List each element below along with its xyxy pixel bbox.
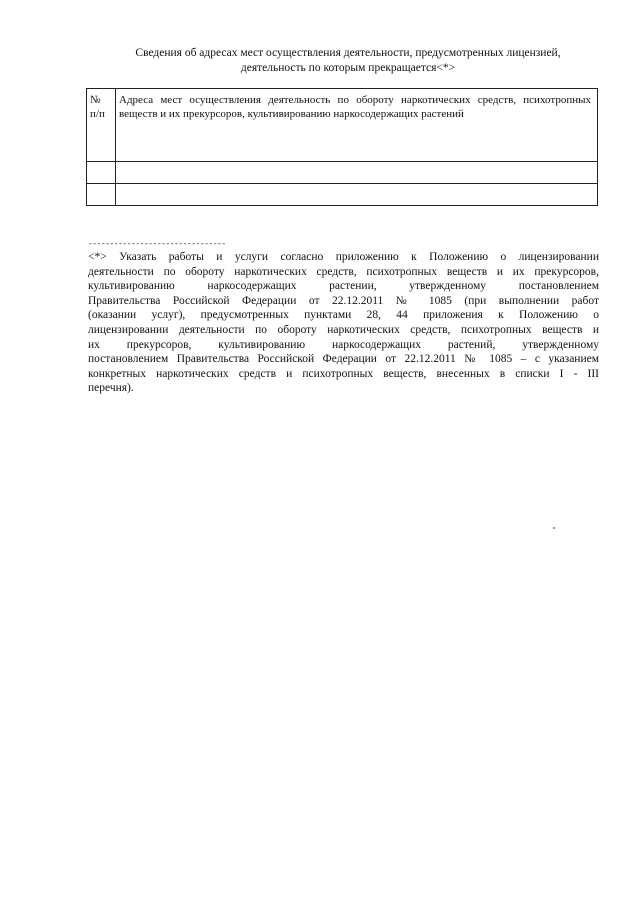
document-heading [88, 46, 608, 76]
footnote-line: Правительства Российской Федерации от 22.12.2011 № 1085 (при выполнении работ [88, 294, 599, 307]
footnote-line: конкретных наркотических средств и психотропных веществ, внесенных в списки I - III [88, 367, 599, 380]
table-cell-number [87, 184, 116, 206]
table-cell-number [87, 162, 116, 184]
heading-line-2: деятельность по которым прекращается<*> [240, 62, 456, 74]
table-row [87, 162, 598, 184]
footnote-line: <*> Указать работы и услуги согласно приложению к Положению о лицензировании [88, 251, 599, 263]
footnote-separator: -------------------------------- [88, 240, 226, 249]
addresses-table [86, 88, 598, 206]
footnote-line: (оказании услуг), предусмотренных пунктами 28, 44 приложения к Положению о [88, 309, 599, 322]
footnote-line: деятельности по обороту наркотических средств, психотропных веществ и их прекурсоров, [88, 265, 599, 278]
footnote-text [88, 250, 599, 396]
table-header-row [87, 89, 598, 162]
footnote-line: культивированию наркосодержащих растении, утвержденному постановлением [88, 280, 599, 293]
column-header-addresses: Адреса мест осуществления деятельность по обороту наркотических средств, психотропных веществ и их прекурсоров, культивированию наркосодержащих растений [116, 89, 598, 162]
heading-line-1: Сведения об адресах мест осуществления деятельности, предусмотренных лицензией, [135, 47, 561, 59]
footnote-line: их прекурсоров, культивированию наркосодержащих растений, утвержденному [88, 338, 599, 351]
footnote-line: лицензировании деятельности по обороту наркотических средств, психотропных веществ и [88, 323, 599, 336]
table-cell-address [116, 184, 598, 206]
table-row [87, 184, 598, 206]
footnote-line: перечня). [88, 382, 134, 395]
scan-speck [553, 527, 555, 529]
column-header-number: № п/п [87, 89, 116, 162]
footnote-line: постановлением Правительства Российской Федерации от 22.12.2011 № 1085 – с указанием [88, 353, 599, 366]
table-cell-address [116, 162, 598, 184]
